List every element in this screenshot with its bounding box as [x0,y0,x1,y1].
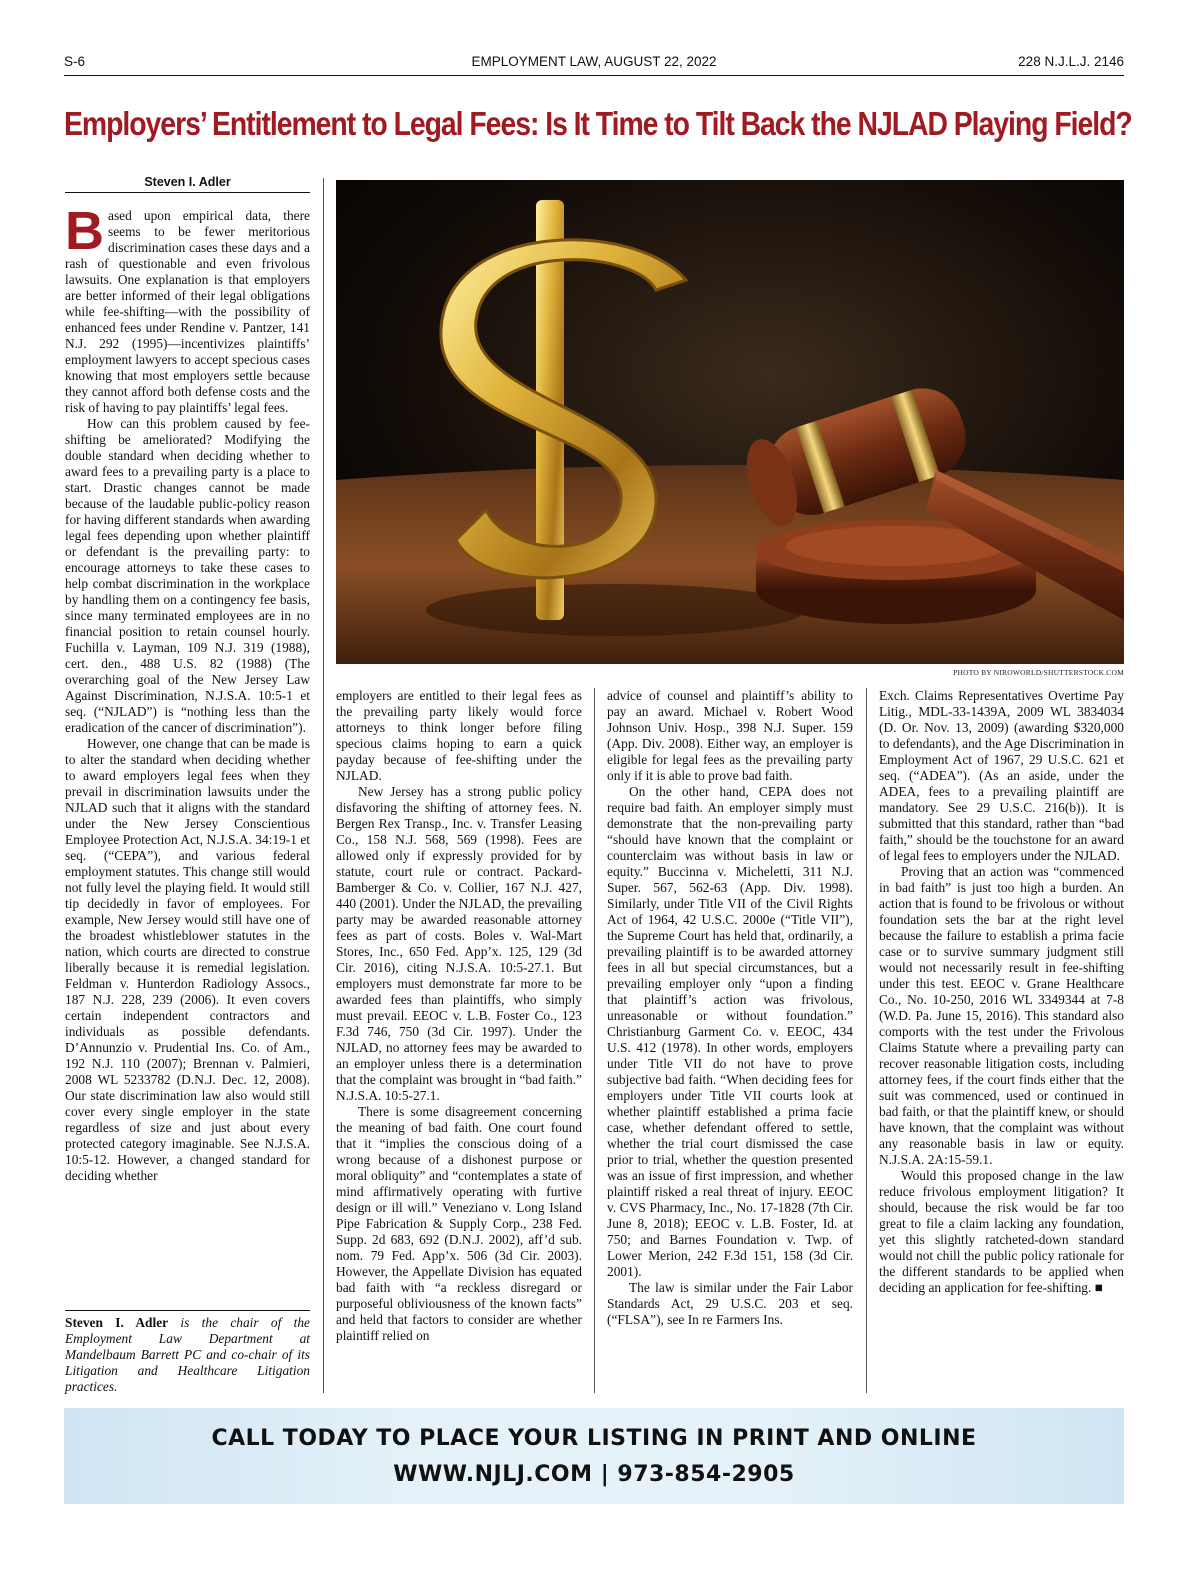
photo-credit: PHOTO BY NIROWORLD/SHUTTERSTOCK.COM [953,668,1124,677]
paragraph: advice of counsel and plaintiff’s ability to pay an award. Michael v. Robert Wood Johnson Univ. Hosp., 398 N.J. Super. 159 (App. Div. 2008). Either way, an employer is eligible for legal fees as the prevailing party only if it is able to prove bad faith. [607,688,853,783]
page-header [64,54,1124,76]
column-2 [336,688,582,1393]
bio-name: Steven I. Adler [65,1315,169,1330]
byline: Steven I. Adler [65,175,310,193]
dollar-gavel-illustration [336,180,1124,664]
paragraph: New Jersey has a strong public policy disfavoring the shifting of attorney fees. N. Bergen Rex Transp., Inc. v. Transfer Leasing Co., 158 N.J. 568, 569 (1998). Fees are allowed only if expressly provided for by statute, court rule or contract. Packard-Bamberger & Co. v. Collier, 167 N.J. 427, 440 (2001). Under the NJLAD, the prevailing party may be awarded reasonable attorney fees as part of costs. Boles v. Wal-Mart Stores, Inc., 650 Fed. App’x. 125, 129 (3d Cir. 2016), citing N.J.S.A. 10:5-27.1. But employers must demonstrate far more to be awarded fees than plaintiffs, who simply must prevail. EEOC v. L.B. Foster Co., 123 F.3d 746, 750 (3d Cir. 1997). Under the NJLAD, no attorney fees may be awarded to an employer unless there is a determination that the complaint was brought in “bad faith.” N.J.S.A. 10:5-27.1. [336,784,582,1103]
journal-citation: 228 N.J.L.J. 2146 [1018,54,1124,69]
drop-cap: B [65,208,104,261]
column-divider [323,178,324,1393]
section-date: EMPLOYMENT LAW, AUGUST 22, 2022 [471,54,717,69]
banner-contact: WWW.NJLJ.COM | 973-854-2905 [393,1462,795,1487]
banner-headline: CALL TODAY TO PLACE YOUR LISTING IN PRINT AND ONLINE [211,1426,977,1451]
paragraph: There is some disagreement concerning the meaning of bad faith. One court found that it “implies the conscious doing of a wrong because of a dishonest purpose or moral obliquity” and “contemplates a state of mind affirmatively operating with furtive design or ill will.” Veneziano v. Long Island Pipe Fabrication & Supply Corp., 238 Fed. Supp. 2d 683, 692 (D.N.J. 2002), aff’d sub. nom. 79 Fed. App’x. 506 (3d Cir. 2003). However, the Appellate Division has equated bad faith with “a reckless disregard or purposeful obliviousness of the known facts” and held that factors to consider are whether plaintiff relied on [336,1104,582,1343]
column-1 [65,208,310,1306]
article-photo [336,180,1124,664]
paragraph: employers are entitled to their legal fees as the prevailing party likely would force attorneys to think longer before filing specious claims hoping to earn a quick payday because of fee-shifting under the NJLAD. [336,688,582,783]
paragraph: Based upon empirical data, there seems to be fewer meritorious discrimination cases these days and a rash of questionable and even frivolous lawsuits. One explanation is that employers are better informed of their legal obligations while fee-shifting—with the possibility of enhanced fees under Rendine v. Pantzer, 141 N.J. 292 (1995)—incentivizes plaintiffs’ employment lawyers to accept specious cases knowing that most employers settle because they cannot afford both defense costs and the risk of having to pay plaintiffs’ legal fees. [65,208,310,415]
column-3 [607,688,853,1393]
paragraph: Proving that an action was “commenced in bad faith” is just too high a burden. An action that is found to be frivolous or without foundation sets the bar at the right level because the failure to establish a prima facie case or to survive summary judgment still would not necessarily result in fee-shifting under this test. EEOC v. Grane Healthcare Co., No. 10-250, 2016 WL 3349344 at 7-8 (W.D. Pa. June 15, 2016). This standard also comports with the test under the Frivolous Claims Statute where a prevailing party can recover reasonable litigation costs, including attorney fees, if the court finds either that the suit was commenced, used or continued in bad faith, or that the plaintiff knew, or should have known, that the complaint was without any reasonable basis in law or equity. N.J.S.A. 2A:15-59.1. [879,864,1124,1167]
paragraph: On the other hand, CEPA does not require bad faith. An employer simply must demonstrate that the non-prevailing party “should have known that the complaint or counterclaim was without basis in law or equity.” Buccinna v. Micheletti, 311 N.J. Super. 567, 562-63 (App. Div. 1998). Similarly, under Title VII of the Civil Rights Act of 1964, 42 U.S.C. 2000e (“Title VII”), the Supreme Court has held that, ordinarily, a prevailing plaintiff is to be awarded attorney fees in all but special circumstances, but a prevailing employer only “upon a finding that plaintiff’s action was frivolous, unreasonable or without foundation.” Christianburg Garment Co. v. EEOC, 434 U.S. 412 (1978). In other words, employers under Title VII do not have to prove subjective bad faith. “When deciding fees for employers under Title VII courts look at whether plaintiff established a prima facie case, whether defendant offered to settle, whether the trial court dismissed the case prior to trial, whether the question presented was an issue of first impression, and whether plaintiff risked a real threat of injury. EEOC v. CVS Pharmacy, Inc., No. 17-1828 (7th Cir. June 8, 2018); EEOC v. L.B. Foster, Id. at 750; and Barnes Foundation v. Twp. of Lower Merion, 242 F.3d 151, 158 (3d Cir. 2001). [607,784,853,1279]
paragraph: However, one change that can be made is to alter the standard when deciding whether to award employers legal fees when they prevail in discrimination lawsuits under the NJLAD such that it aligns with the standard under the New Jersey Conscientious Employee Protection Act, N.J.S.A. 34:19-1 et seq. (“CEPA”), and various federal employment statutes. This change still would not fully level the playing field. It would still tip decidedly in favor of employees. For example, New Jersey would still have one of the broadest whistleblower statutes in the nation, which courts are directed to construe liberally because it is remedial legislation. Feldman v. Hunterdon Radiology Assocs., 187 N.J. 228, 239 (2006). It even covers certain independent contractors and individuals as possible defendants. D’Annunzio v. Prudential Ins. Co. of Am., 192 N.J. 110 (2007); Brennan v. Palmieri, 2008 WL 5233782 (D.N.J. Dec. 12, 2008). Our state discrimination law also would still cover every single employer in the state regardless of size and just about every protected category imaginable. See N.J.S.A. 10:5-12. However, a changed standard for deciding whether [65,736,310,1183]
bio-text: is the chair of the Employment Law Department at Mandelbaum Barrett PC and co-chair of its Litigation and Healthcare Litigation practices. [65,1315,310,1394]
paragraph: How can this problem caused by fee-shifting be ameliorated? Modifying the double standard when deciding whether to award fees to a prevailing party is a place to start. Drastic changes cannot be made because of the laudable public-policy reason for having different standards when awarding legal fees depending upon whether plaintiff or defendant is the prevailing party: to encourage attorneys to take these cases to help combat discrimination in the workplace by handling them on a contingency fee basis, since many terminated employees are in no financial position to retain counsel hourly. Fuchilla v. Layman, 109 N.J. 319 (1988), cert. den., 488 U.S. 82 (1988) (The overarching goal of the New Jersey Law Against Discrimination, N.J.S.A. 10:5-1 et seq. (“NJLAD”) is “nothing less than the eradication of the cancer of discrimination”). [65,416,310,735]
author-bio [65,1310,310,1395]
column-4 [879,688,1124,1393]
page-number: S-6 [64,54,86,69]
paragraph: Would this proposed change in the law reduce frivolous employment litigation? It should, because the risk would be far too great to file a claim lacking any foundation, yet this slightly ratcheted-down standard would not chill the public policy rationale for the different standards to be applied when deciding an application for fee-shifting. ■ [879,1168,1124,1295]
article-title: Employers’ Entitlement to Legal Fees: Is It Time to Tilt Back the NJLAD Playing Field? [64,105,1132,142]
paragraph: The law is similar under the Fair Labor Standards Act, 29 U.S.C. 203 et seq. (“FLSA”), see In re Farmers Ins. [607,1280,853,1327]
column-divider [866,688,867,1393]
column-divider [594,688,595,1393]
paragraph: Exch. Claims Representatives Overtime Pay Litig., MDL-33-1439A, 2009 WL 3834034 (D. Or. Nov. 13, 2009) (awarding $320,000 to defendants), and the Age Discrimination in Employment Act of 1967, 29 U.S.C. 621 et seq. (“ADEA”). (As an aside, under the ADEA, fees to a prevailing plaintiff are mandatory. See 29 U.S.C. 216(b)). It is submitted that this standard, rather than “bad faith,” should be the touchstone for an award of legal fees to employers under the NJLAD. [879,688,1124,863]
advertising-banner [64,1408,1124,1504]
